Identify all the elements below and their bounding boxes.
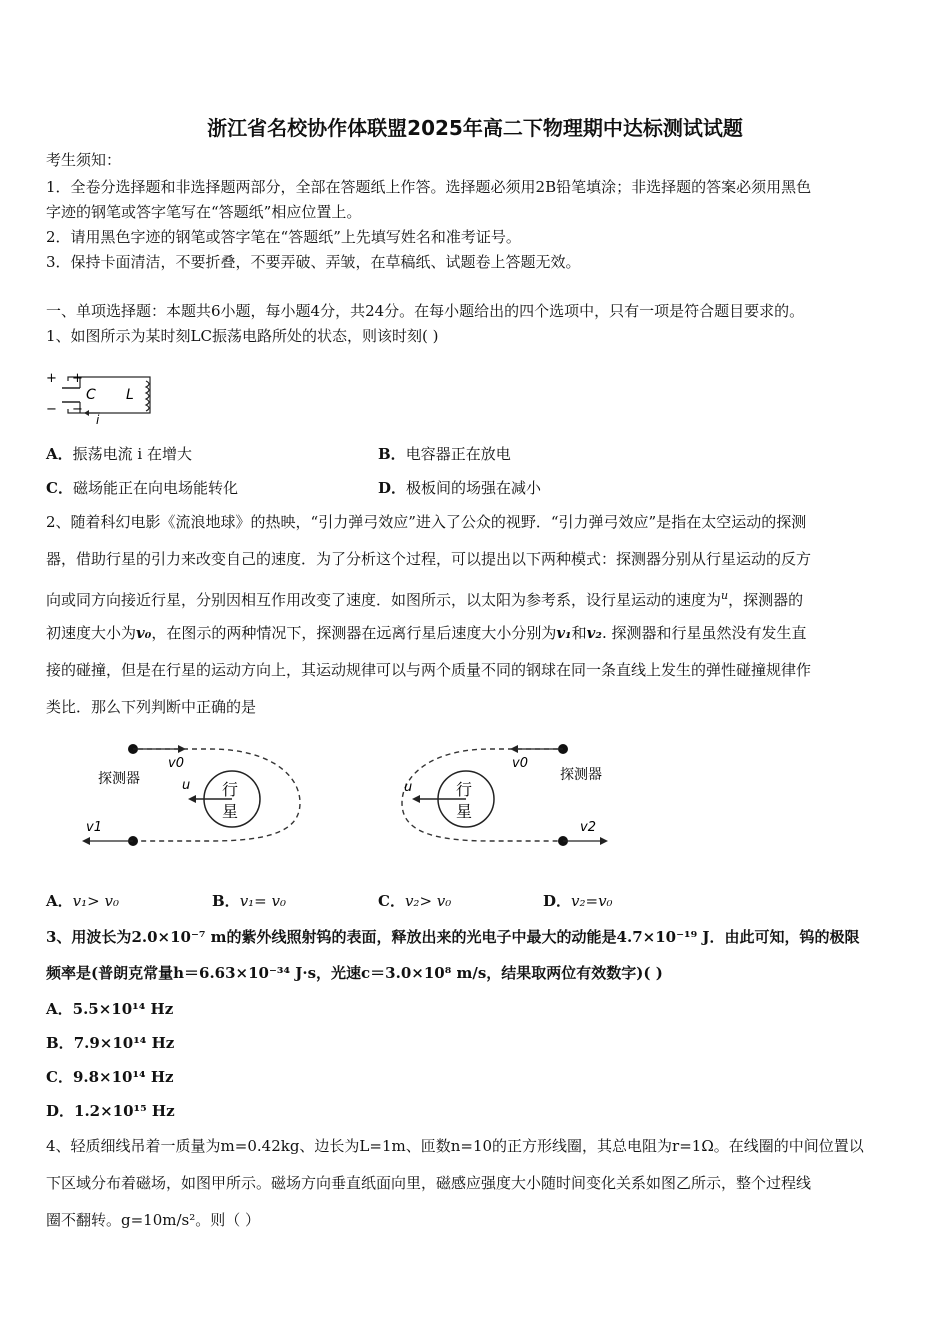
notice-heading: 考生须知： [46,151,122,169]
page-title: 浙江省名校协作体联盟2025年高二下物理期中达标测试试题 [207,116,743,140]
section-heading: 一、单项选择题：本题共6小题，每小题4分，共24分。在每小题给出的四个选项中，只有一项是符合题目要求的。 [46,302,805,320]
q1-option-c[interactable]: C．磁场能正在向电场能转化 [46,479,238,497]
q4-line-3: 圈不翻转。g=10m/s²。则（ ） [46,1211,261,1229]
u-label-left: u [182,778,191,793]
q3-option-a[interactable]: A．5.5×10¹⁴ Hz [46,1000,174,1018]
planet-left-label-top: 行 [222,780,239,799]
trajectory-right [402,749,558,841]
inductor-coil [146,381,149,411]
q1-option-a[interactable]: A．振荡电流 i 在增大 [46,445,192,463]
current-label: i [96,413,100,425]
q4-line-2: 下区域分布着磁场，如图甲所示。磁场方向垂直纸面向里，磁感应强度大小随时间变化关系如图乙所示，整个过程线 [46,1174,812,1192]
notice-item-3: 3．保持卡面清洁，不要折叠，不要弄破、弄皱，在草稿纸、试题卷上答题无效。 [46,253,581,271]
v1-label: v1 [86,820,102,835]
probe-label-left: 探测器 [98,771,140,787]
planet-right-label-top: 行 [456,780,473,799]
q2-option-d[interactable]: D．v₂=v₀ [543,892,613,910]
q2-line-3: 向或同方向接近行星，分别因相互作用改变了速度．如图所示，以太阳为参考系，设行星运动的速度为$^u$，探测器的 [46,589,804,609]
q2-option-c[interactable]: C．v₂> v₀ [378,892,452,910]
v0-label-left: v0 [168,756,184,771]
u-label-right: u [404,780,413,795]
inductor-label: L [126,387,134,403]
notice-item-1: 1．全卷分选择题和非选择题两部分，全部在答题纸上作答。选择题必须用2B铅笔填涂；非选择题的答案必须用黑色 [46,178,812,196]
q2-line-2: 器，借助行星的引力来改变自己的速度．为了分析这个过程，可以提出以下两种模式：探测器分别从行星运动的反方 [46,550,812,568]
q2-option-b[interactable]: B．v₁= v₀ [212,892,286,910]
q2-option-a[interactable]: A．v₁> v₀ [46,892,119,910]
q2-line-1: 2、随着科幻电影《流浪地球》的热映，“引力弹弓效应”进入了公众的视野．“引力弹弓效应”是指在太空运动的探测 [46,513,807,531]
slingshot-figure [70,735,630,860]
q1-option-d[interactable]: D．极板间的场强在减小 [378,479,542,497]
q3-option-c[interactable]: C．9.8×10¹⁴ Hz [46,1068,174,1086]
q1-stem: 1、如图所示为某时刻LC振荡电路所处的状态，则该时刻( ) [46,327,439,345]
lc-circuit-figure [40,365,160,425]
notice-item-1-cont: 字迹的钢笔或答字笔写在“答题纸”相应位置上。 [46,203,362,221]
q3-line-1: 3、用波长为2.0×10⁻⁷ m的紫外线照射钨的表面，释放出来的光电子中最大的动能是4.7×10⁻¹⁹ J．由此可知，钨的极限 [46,928,860,946]
q2-line-6: 类比．那么下列判断中正确的是 [46,698,257,716]
q3-line-2: 频率是(普朗克常量h＝6.63×10⁻³⁴ J·s，光速c＝3.0×10⁸ m/s，结果取两位有效数字)( ) [46,964,663,982]
trajectory-left [138,749,300,841]
v0-label-right: v0 [512,756,528,771]
minus-sign-1: − [46,402,57,417]
plus-sign-1: + [46,371,57,386]
q3-option-b[interactable]: B．7.9×10¹⁴ Hz [46,1034,175,1052]
v2-label: v2 [580,820,596,835]
notice-item-2: 2．请用黑色字迹的钢笔或答字笔在“答题纸”上先填写姓名和准考证号。 [46,228,521,246]
planet-left-label-bottom: 星 [222,802,239,821]
planet-right-label-bottom: 星 [456,802,473,821]
capacitor-label: C [86,387,96,403]
probe-label-right: 探测器 [560,767,602,783]
minus-sign-2: − [72,402,83,417]
q2-line-5: 接的碰撞，但是在行星的运动方向上，其运动规律可以与两个质量不同的钢球在同一条直线上发生的弹性碰撞规律作 [46,661,812,679]
plus-sign-2: + [72,371,83,386]
q2-line-4: 初速度大小为v₀，在图示的两种情况下，探测器在远离行星后速度大小分别为v₁和v₂. 探测器和行星虽然没有发生直 [46,624,807,642]
q1-option-b[interactable]: B．电容器正在放电 [378,445,511,463]
q3-option-d[interactable]: D．1.2×10¹⁵ Hz [46,1102,175,1120]
q4-line-1: 4、轻质细线吊着一质量为m=0.42kg、边长为L=1m、匝数n=10的正方形线圈，其总电阻为r=1Ω。在线圈的中间位置以 [46,1137,864,1155]
